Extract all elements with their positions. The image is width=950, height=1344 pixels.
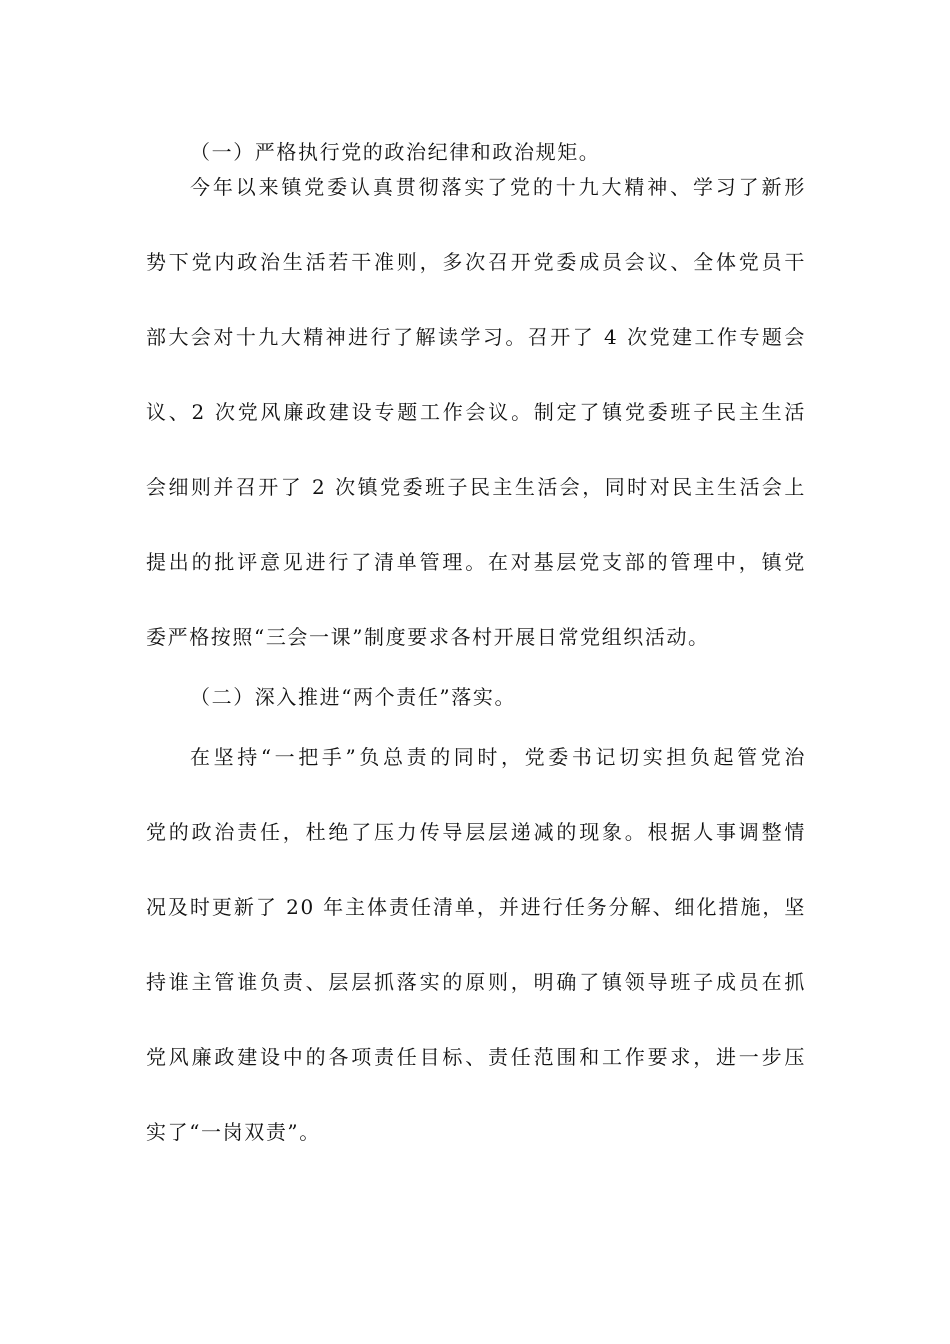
paragraph-2-line-3: 况及时更新了 20 年主体责任清单，并进行任务分解、细化措施，坚 — [146, 895, 806, 919]
paragraph-1-line-7: 委严格按照“三会一课”制度要求各村开展日常党组织活动。 — [146, 625, 710, 649]
paragraph-2-line-6: 实了“一岗双责”。 — [146, 1120, 321, 1144]
section-heading-2: （二）深入推进“两个责任”落实。 — [190, 685, 517, 709]
paragraph-1-line-3: 部大会对十九大精神进行了解读学习。召开了 4 次党建工作专题会 — [146, 325, 806, 349]
paragraph-1-line-2: 势下党内政治生活若干准则，多次召开党委成员会议、全体党员干 — [146, 250, 806, 274]
paragraph-2-line-4: 持谁主管谁负责、层层抓落实的原则，明确了镇领导班子成员在抓 — [146, 970, 806, 994]
paragraph-2-line-2: 党的政治责任，杜绝了压力传导层层递减的现象。根据人事调整情 — [146, 820, 806, 844]
paragraph-1-line-1: 今年以来镇党委认真贯彻落实了党的十九大精神、学习了新形 — [190, 175, 806, 199]
paragraph-1-line-5: 会细则并召开了 2 次镇党委班子民主生活会，同时对民主生活会上 — [146, 475, 806, 499]
paragraph-2-line-5: 党风廉政建设中的各项责任目标、责任范围和工作要求，进一步压 — [146, 1045, 806, 1069]
paragraph-2-line-1: 在坚持“一把手”负总责的同时，党委书记切实担负起管党治 — [190, 745, 806, 769]
paragraph-1-line-6: 提出的批评意见进行了清单管理。在对基层党支部的管理中，镇党 — [146, 550, 806, 574]
section-heading-1: （一）严格执行党的政治纪律和政治规矩。 — [190, 140, 601, 164]
paragraph-1-line-4: 议、2 次党风廉政建设专题工作会议。制定了镇党委班子民主生活 — [146, 400, 806, 424]
